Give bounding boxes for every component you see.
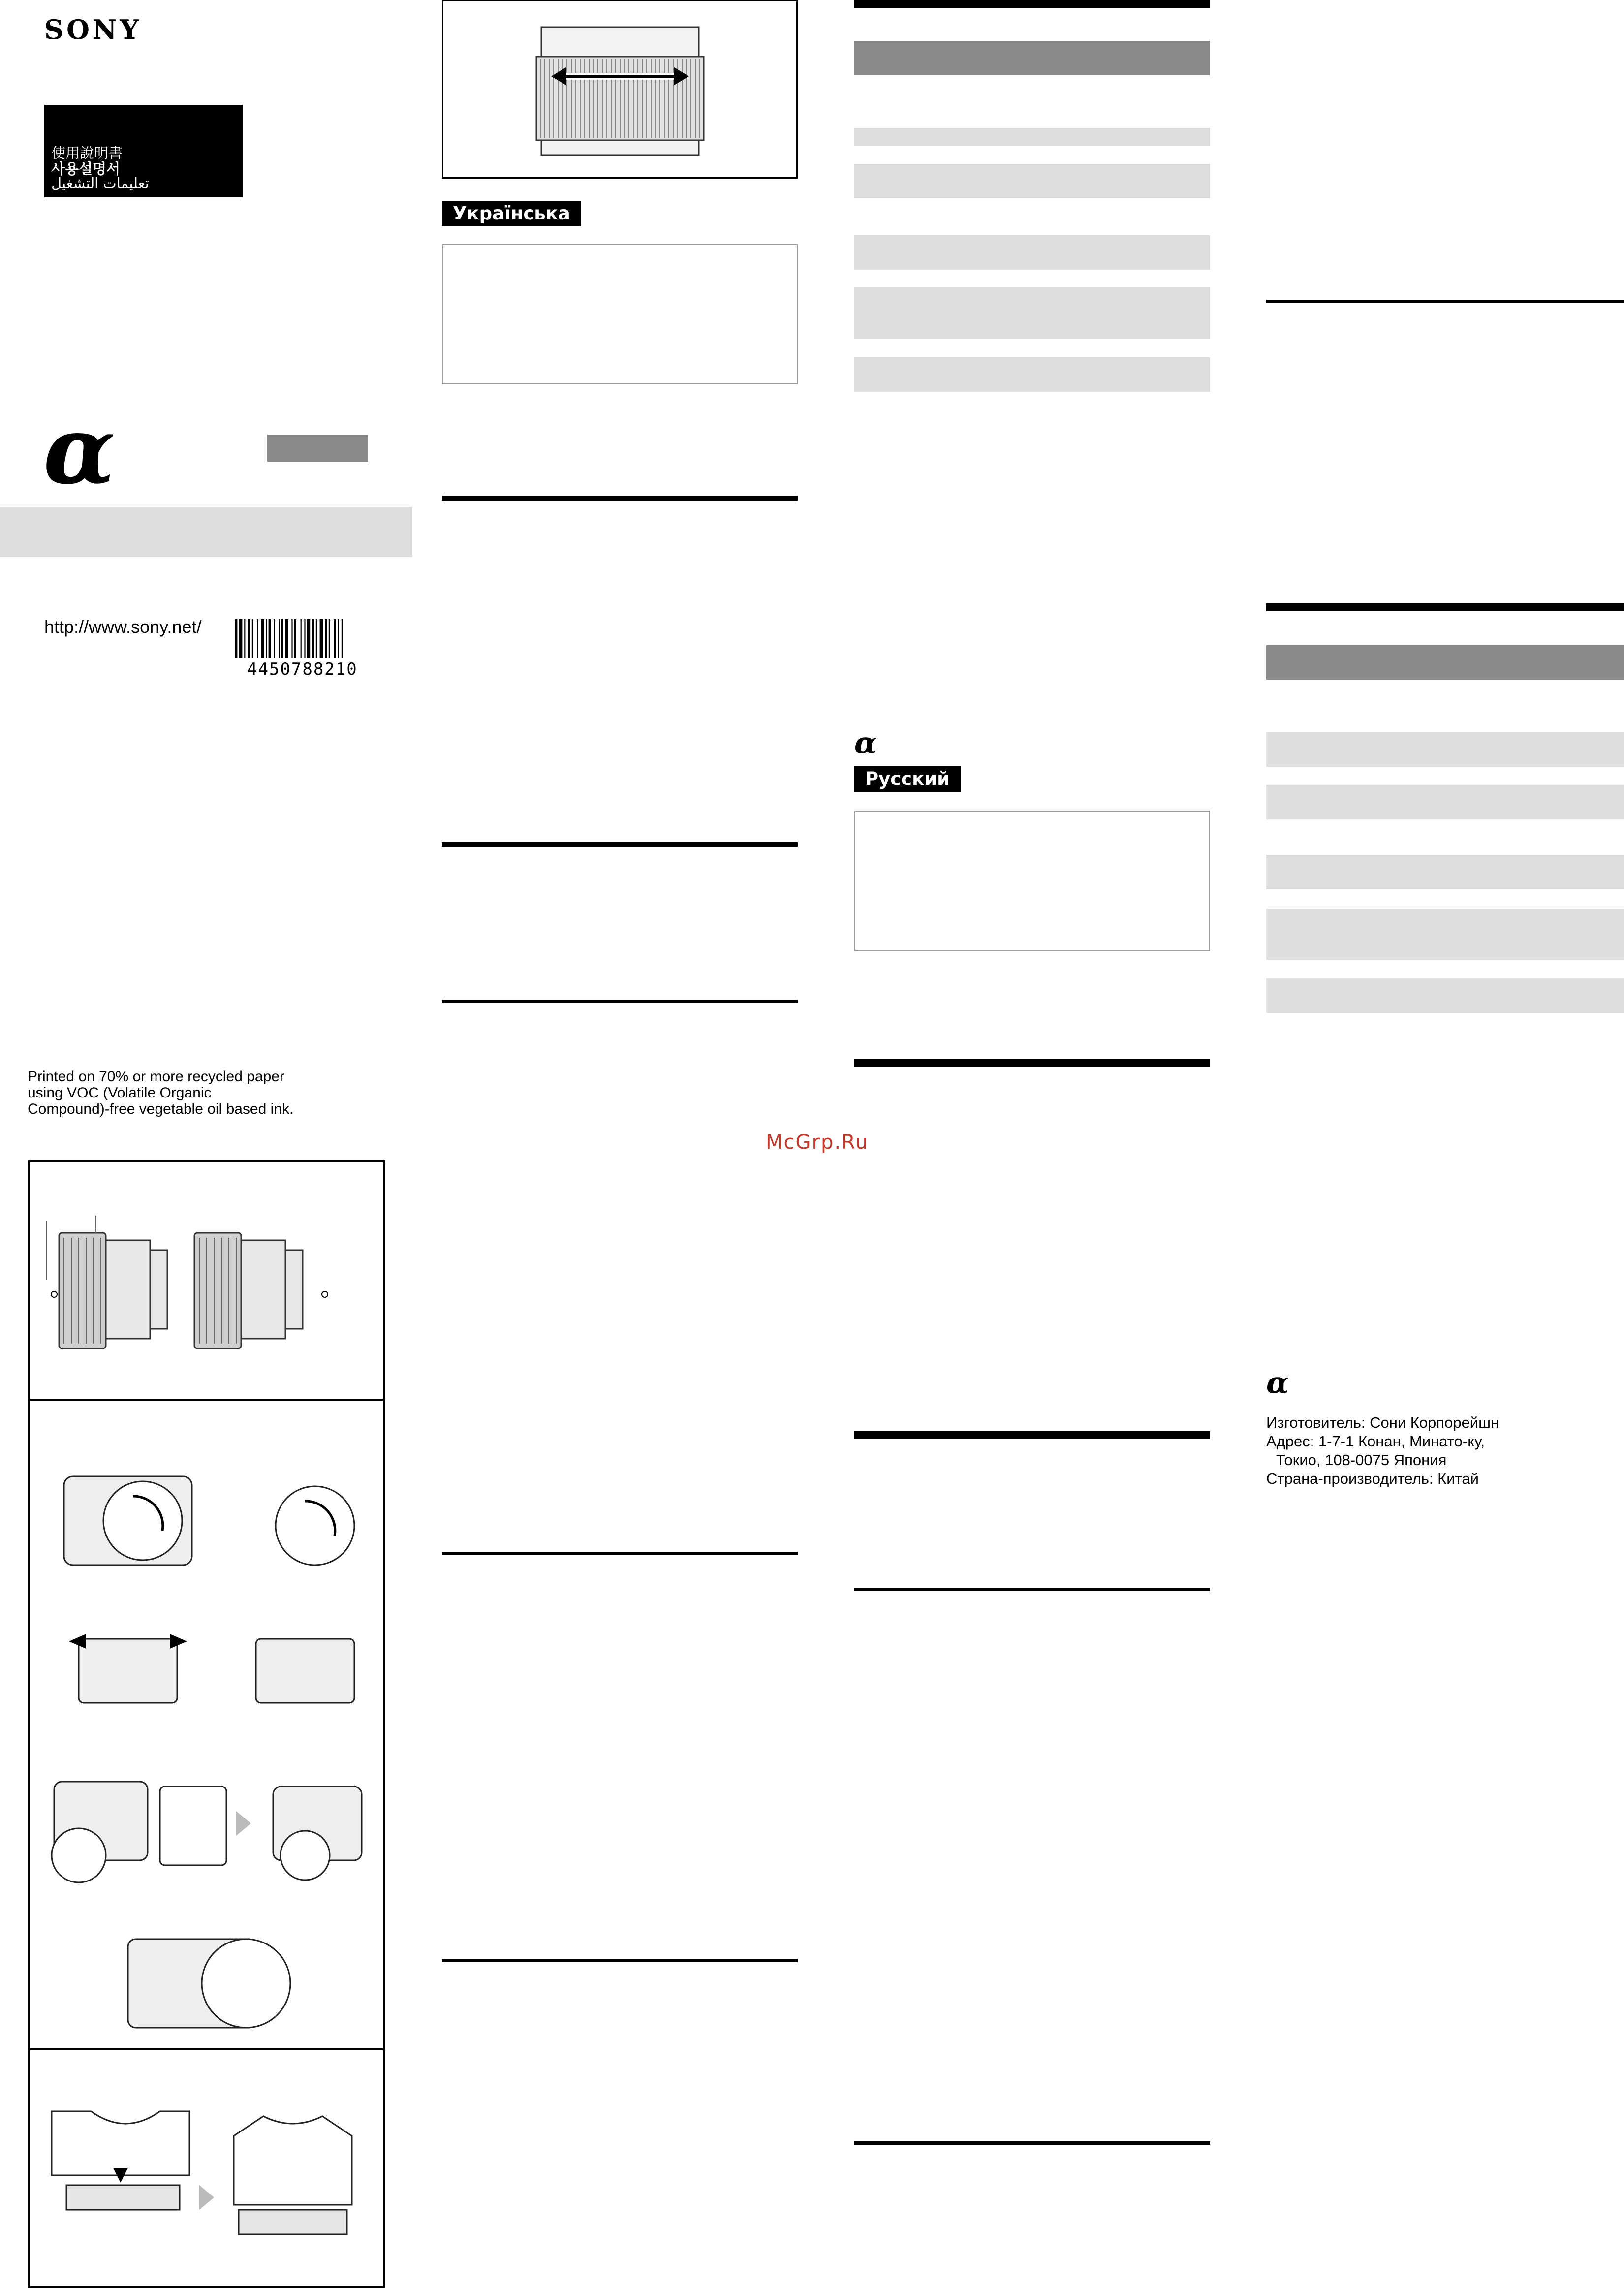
section-rule bbox=[854, 1431, 1210, 1439]
barcode-number: 4450788210 bbox=[247, 659, 358, 679]
sony-logo: SONY bbox=[44, 14, 142, 45]
spec-row-band bbox=[854, 287, 1210, 339]
alpha-logo-icon: α bbox=[854, 726, 877, 760]
website-url[interactable]: http://www.sony.net/ bbox=[44, 617, 202, 637]
spec-row-band bbox=[854, 357, 1210, 392]
language-label-ukrainian: Українська bbox=[442, 201, 581, 226]
lens-parts-illustration bbox=[47, 1211, 381, 1378]
spec-row-band bbox=[1266, 978, 1624, 1013]
push-arrow-icon bbox=[69, 1634, 86, 1649]
zoom-ring-illustration bbox=[536, 27, 704, 155]
section-rule bbox=[854, 1588, 1210, 1591]
section-rule bbox=[442, 1000, 798, 1003]
barcode-icon bbox=[235, 619, 366, 658]
manual-title-arabic: تعليمات التشغيل bbox=[51, 175, 149, 191]
lens-hood-illustration bbox=[47, 2106, 372, 2254]
language-label-russian: Русский bbox=[854, 766, 961, 792]
russian-notice-box bbox=[854, 811, 1210, 951]
manual-title-block bbox=[44, 105, 243, 197]
section-rule bbox=[442, 496, 798, 501]
ukrainian-notice-box bbox=[442, 244, 798, 384]
lens-attach-illustration bbox=[49, 1777, 374, 2033]
spec-header-band bbox=[854, 41, 1210, 75]
product-title-band bbox=[0, 507, 412, 557]
manufacturer-info: Изготовитель: Сони Корпорейшн Адрес: 1-7-1 Конан, Минато-ку, Токио, 108-0075 Япония Страна-производитель: Китай bbox=[1266, 1414, 1499, 1487]
spec-row-band bbox=[854, 128, 1210, 146]
spec-row-band bbox=[1266, 855, 1624, 889]
section-rule bbox=[854, 1059, 1210, 1067]
camera-mount-illustration bbox=[59, 1462, 374, 1737]
alpha-logo-icon: α bbox=[43, 395, 116, 505]
spec-row-band bbox=[1266, 909, 1624, 960]
manual-title-chinese: 使用說明書 bbox=[51, 145, 123, 161]
section-rule bbox=[1266, 300, 1624, 303]
spec-row-band bbox=[854, 235, 1210, 270]
section-rule bbox=[442, 1552, 798, 1555]
section-rule bbox=[442, 842, 798, 847]
spec-row-band bbox=[854, 164, 1210, 198]
recycled-paper-note: Printed on 70% or more recycled paper using VOC (Volatile Organic Compound)-free vegetable oil based ink. bbox=[28, 1068, 294, 1117]
watermark: McGrp.Ru bbox=[766, 1131, 869, 1154]
section-rule bbox=[442, 1959, 798, 1962]
next-step-arrow-icon bbox=[199, 2185, 214, 2210]
spec-row-band bbox=[1266, 785, 1624, 819]
next-step-arrow-icon bbox=[236, 1811, 251, 1836]
section-rule bbox=[1266, 603, 1624, 611]
model-label-band bbox=[267, 435, 368, 462]
spec-row-band bbox=[1266, 732, 1624, 767]
spec-header-band bbox=[1266, 645, 1624, 680]
alpha-logo-icon: α bbox=[1266, 1366, 1289, 1400]
section-rule bbox=[854, 0, 1210, 8]
section-rule bbox=[854, 2141, 1210, 2145]
manual-title-korean: 사용설명서 bbox=[51, 160, 121, 177]
